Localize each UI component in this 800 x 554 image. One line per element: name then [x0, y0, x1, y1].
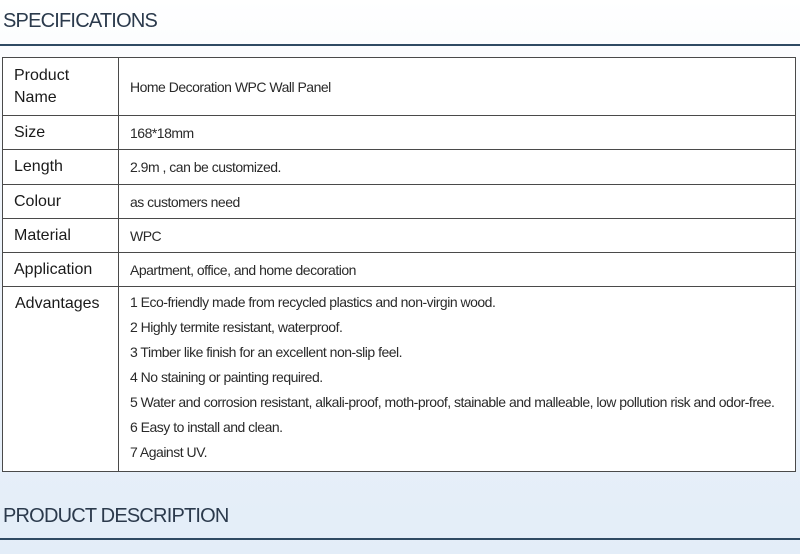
advantage-item: 1 Eco-friendly made from recycled plastics and non-virgin wood.	[130, 294, 496, 310]
spec-value-application: Apartment, office, and home decoration	[119, 253, 796, 287]
spec-label-material: Material	[3, 219, 119, 253]
spec-row-product-name	[3, 58, 796, 116]
spec-row-application	[3, 253, 796, 287]
spec-value-material: WPC	[119, 219, 796, 253]
advantage-item: 4 No staining or painting required.	[130, 369, 323, 385]
advantage-item: 2 Highly termite resistant, waterproof.	[130, 319, 343, 335]
spec-value-length: 2.9m , can be customized.	[119, 150, 796, 185]
spec-value-advantages	[119, 287, 796, 472]
spec-label-size: Size	[3, 116, 119, 150]
spec-value-size: 168*18mm	[119, 116, 796, 150]
spec-label-advantages: Advantages	[3, 287, 119, 472]
product-description-divider	[0, 538, 800, 540]
spec-label-product-name: Product Name	[3, 58, 119, 116]
specifications-divider	[0, 44, 800, 46]
spec-row-length	[3, 150, 796, 185]
advantage-item: 7 Against UV.	[130, 444, 208, 460]
advantage-item: 3 Timber like finish for an excellent non-slip feel.	[130, 344, 403, 360]
specifications-heading: SPECIFICATIONS	[3, 10, 158, 32]
specifications-table	[2, 57, 796, 472]
spec-row-colour	[3, 185, 796, 219]
spec-row-advantages	[3, 287, 796, 472]
product-description-heading: PRODUCT DESCRIPTION	[3, 505, 229, 527]
spec-value-product-name: Home Decoration WPC Wall Panel	[119, 58, 796, 116]
spec-value-colour: as customers need	[119, 185, 796, 219]
spec-label-length: Length	[3, 150, 119, 185]
advantage-item: 5 Water and corrosion resistant, alkali-proof, moth-proof, stainable and malleable, low pollution risk and odor-free.	[130, 394, 775, 410]
spec-label-application: Application	[3, 253, 119, 287]
advantage-item: 6 Easy to install and clean.	[130, 419, 283, 435]
spec-label-colour: Colour	[3, 185, 119, 219]
spec-row-size	[3, 116, 796, 150]
spec-row-material	[3, 219, 796, 253]
